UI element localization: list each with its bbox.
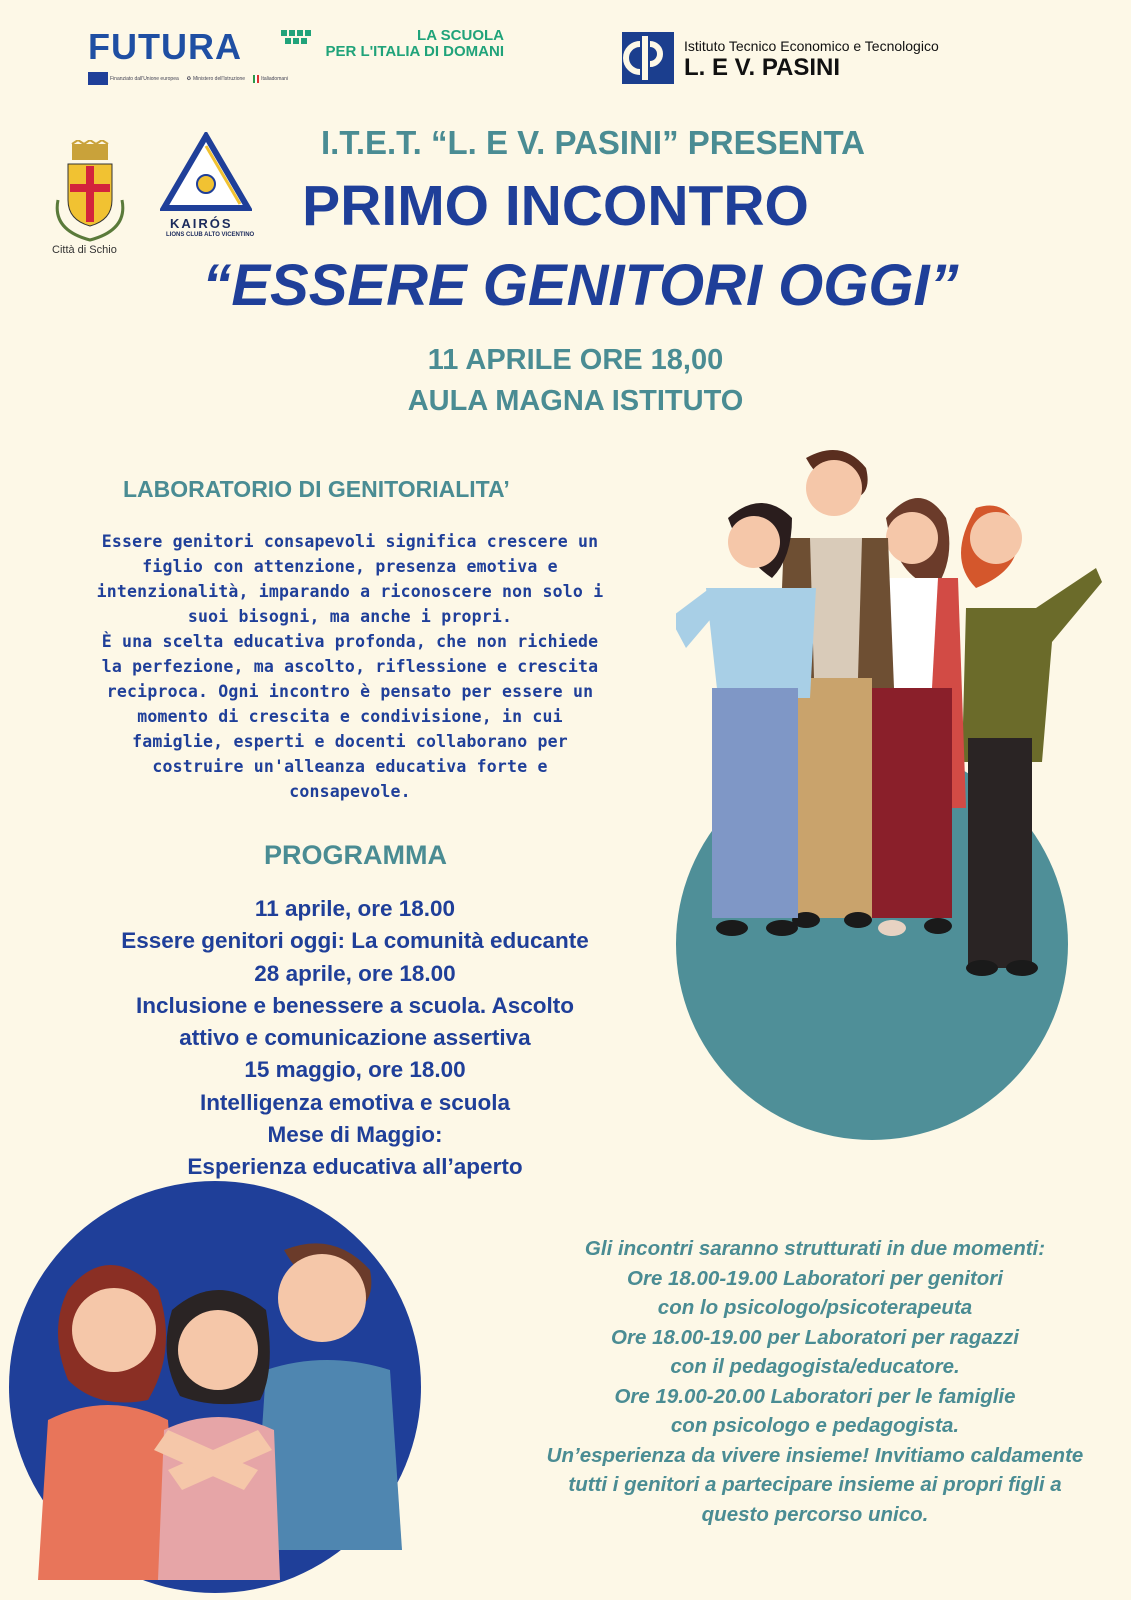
eu-flag-icon	[88, 72, 108, 85]
funding-logos	[88, 72, 288, 85]
momenti-line: Ore 18.00-19.00 Laboratori per genitori	[627, 1266, 1003, 1290]
family-hug-illustration-icon	[8, 1180, 422, 1594]
programma-line: Intelligenza emotiva e scuola	[199, 1089, 511, 1115]
italiadomani-label: Italiadomani	[261, 75, 289, 82]
lab-line: suoi bisogni, ma anche i propri.	[187, 607, 513, 626]
programma-line: Essere genitori oggi: La comunità educante	[121, 928, 589, 954]
lab-line: figlio con attenzione, presenza emotiva e	[142, 557, 558, 576]
primo-incontro-title: PRIMO INCONTRO	[302, 174, 809, 238]
programma-title: PROGRAMMA	[264, 840, 447, 870]
kairos-sub: LIONS CLUB ALTO VICENTINO	[166, 232, 255, 238]
lab-line: consapevole.	[289, 782, 411, 801]
programma-line: 15 maggio, ore 18.00	[244, 1057, 466, 1083]
momenti-line: questo percorso unico.	[701, 1502, 929, 1526]
friends-group-illustration-icon	[676, 448, 1126, 1148]
programma-list	[70, 893, 640, 1184]
programma-line: Mese di Maggio:	[267, 1122, 443, 1148]
schio-caption: Città di Schio	[52, 244, 117, 256]
momenti-line: Un’esperienza da vivere insieme! Invitiamo caldamente	[546, 1443, 1084, 1467]
lab-line: È una scelta educativa profonda, che non richiede	[101, 632, 599, 651]
programma-line: 11 aprile, ore 18.00	[254, 896, 456, 921]
momenti-line: Ore 19.00-20.00 Laboratori per le famiglie	[614, 1384, 1016, 1408]
momenti-line: Gli incontri saranno strutturati in due momenti:	[584, 1237, 1046, 1260]
programma-line: attivo e comunicazione assertiva	[179, 1025, 531, 1051]
momenti-line: con psicologo e pedagogista.	[670, 1414, 960, 1437]
lab-line: la perfezione, ma ascolto, riflessione e crescita	[101, 657, 599, 676]
momenti-line: Ore 18.00-19.00 per Laboratori per ragazzi	[611, 1325, 1019, 1349]
programma-line: Inclusione e benessere a scuola. Ascolto	[135, 992, 575, 1018]
presenta-title: I.T.E.T. “L. E V. PASINI” PRESENTA	[320, 124, 865, 161]
lab-line: Essere genitori consapevoli significa crescere un	[101, 532, 599, 551]
programma-line: Esperienza educativa all’aperto	[187, 1154, 523, 1180]
momenti-line: con il pedagogista/educatore.	[670, 1355, 960, 1378]
event-place: AULA MAGNA ISTITUTO	[407, 385, 744, 417]
italy-flag-icon	[253, 75, 259, 83]
pasini-name: L. E V. PASINI	[684, 54, 841, 81]
momenti-line: tutti i genitori a partecipare insieme ai propri figli a	[568, 1473, 1062, 1496]
event-date: 11 APRILE ORE 18,00	[427, 344, 724, 376]
lab-line: momento di crescita e condivisione, in cui	[137, 707, 563, 726]
lab-line: famiglie, esperti e docenti collaborano per	[132, 732, 568, 751]
momenti-text	[505, 1234, 1125, 1529]
italiadomani-logo	[253, 75, 288, 83]
scuola-line1: LA SCUOLA	[417, 27, 504, 44]
lab-line: reciproca. Ogni incontro è pensato per essere un	[106, 682, 594, 701]
scuola-line2: PER L'ITALIA DI DOMANI	[325, 43, 504, 60]
momenti-line: con lo psicologo/psicoterapeuta	[657, 1296, 973, 1319]
eu-logo	[88, 72, 179, 85]
scuola-logo-text	[284, 28, 504, 60]
programma-line: 28 aprile, ore 18.00	[254, 960, 456, 986]
essere-genitori-title: “ESSERE GENITORI OGGI”	[202, 253, 959, 318]
pasini-logo-icon	[622, 32, 674, 84]
eu-label: Finanziato dall'Unione europea	[110, 75, 179, 82]
laboratorio-body	[78, 529, 622, 804]
lab-line: intenzionalità, imparando a riconoscere non solo i	[96, 582, 604, 601]
futura-logo: FUTURA	[88, 26, 242, 67]
ministero-logo	[187, 76, 245, 82]
kairos-label: KAIRÓS	[170, 216, 233, 231]
laboratorio-title: LABORATORIO DI GENITORIALITA’	[123, 476, 510, 502]
pasini-subtitle: Istituto Tecnico Economico e Tecnologico	[684, 38, 939, 54]
emblem-icon: ✪	[186, 75, 191, 82]
ministero-label: Ministero dell'Istruzione	[192, 75, 246, 82]
lab-line: costruire un'alleanza educativa forte e	[152, 757, 548, 776]
